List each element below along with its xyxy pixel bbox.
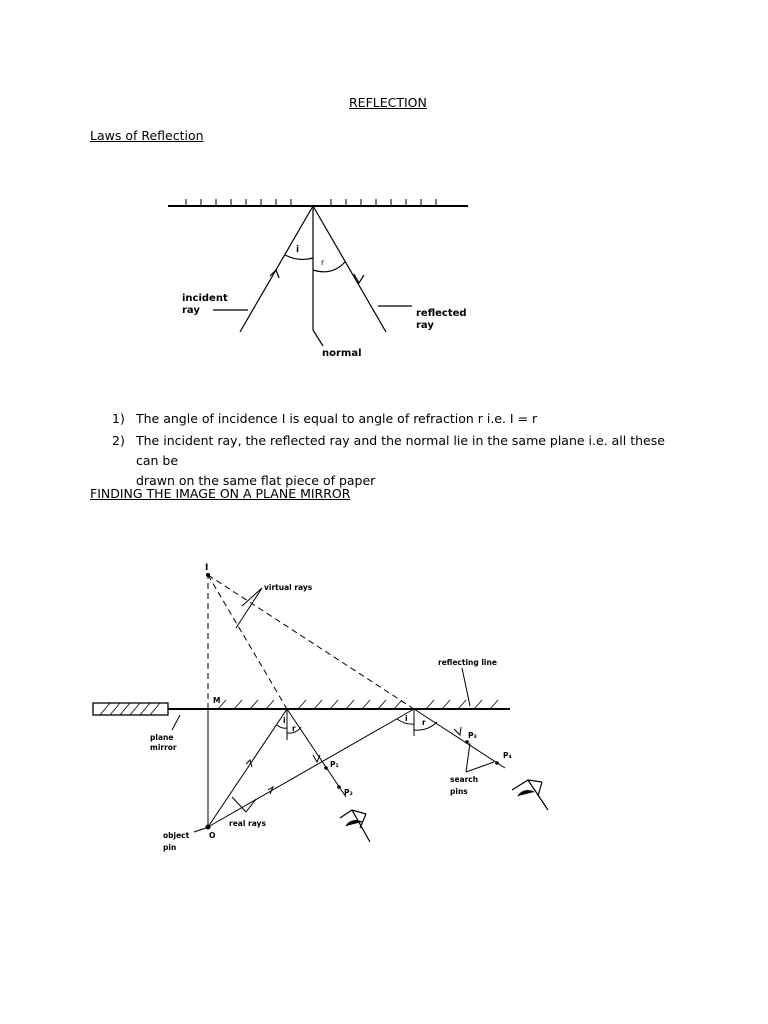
law-text: The incident ray, the reflected ray and the normal lie in the same plane i.e. all these can be <box>136 433 665 468</box>
section-heading-laws: Laws of Reflection <box>90 128 204 143</box>
pin-p4 <box>495 761 499 765</box>
real-rays-label: real rays <box>229 819 266 828</box>
plane-mirror-label-2: mirror <box>150 743 177 752</box>
search-pins-label: search <box>450 775 479 784</box>
normal-label: normal <box>322 348 362 359</box>
image-label: I <box>205 563 209 573</box>
incident-label-2: ray <box>182 305 200 316</box>
p1-label: P₁ <box>330 760 339 769</box>
object-pin-label: object <box>163 831 190 840</box>
object-pointer <box>194 828 206 832</box>
p3-label: P₃ <box>468 731 477 740</box>
angle-r-label: r <box>321 258 325 267</box>
real-pointer-2 <box>246 799 256 812</box>
pin-p1 <box>324 766 328 770</box>
p2-label: P₂ <box>344 788 353 797</box>
plane-mirror-label: plane <box>150 733 174 742</box>
virtual-pointer-2 <box>236 588 262 628</box>
reflected-arrow-2 <box>454 727 461 735</box>
image-point <box>206 573 210 577</box>
m-label: M <box>213 696 221 705</box>
angle-i-1: i <box>283 716 286 725</box>
reflected-ray-2 <box>414 709 505 768</box>
virtual-ray-2 <box>208 575 414 709</box>
mirror-pointer <box>172 715 180 730</box>
virtual-rays-label: virtual rays <box>264 583 313 592</box>
page-title: REFLECTION <box>349 95 427 110</box>
eye-icon <box>512 780 548 810</box>
p4-label: P₄ <box>503 751 512 760</box>
pin-p2 <box>337 785 341 789</box>
law-text-continued: drawn on the same flat piece of paper <box>136 473 376 488</box>
angle-r-1: r <box>292 724 296 733</box>
reflected-label-2: ray <box>416 320 434 331</box>
real-ray-2 <box>208 709 414 827</box>
incident-label: incident <box>182 293 228 304</box>
law-text: The angle of incidence I is equal to angle of refraction r i.e. I = r <box>136 411 538 426</box>
reflected-label: reflected <box>416 308 467 319</box>
object-pin-point <box>206 825 211 830</box>
object-pin-label-2: pin <box>163 843 177 852</box>
reflecting-line-hatch <box>218 700 498 709</box>
mirror-block-hatch <box>100 703 160 715</box>
reflecting-line-label: reflecting line <box>438 658 497 667</box>
law-number: 2) <box>112 433 125 448</box>
angle-i-label: i <box>296 245 300 255</box>
virtual-ray-1 <box>208 575 287 709</box>
mirror-block <box>93 703 168 715</box>
search-pointer-2 <box>466 762 494 772</box>
pin-p3 <box>465 740 469 744</box>
arc-i-1 <box>277 725 287 728</box>
angle-i-2: i <box>405 714 408 723</box>
angle-r-2: r <box>422 718 426 727</box>
section-heading-image: FINDING THE IMAGE ON A PLANE MIRROR <box>90 486 351 501</box>
search-pointer-1 <box>466 743 470 772</box>
search-pins-label-2: pins <box>450 787 468 796</box>
eye-icon <box>340 810 370 842</box>
law-number: 1) <box>112 411 125 426</box>
o-label: O <box>209 831 216 840</box>
